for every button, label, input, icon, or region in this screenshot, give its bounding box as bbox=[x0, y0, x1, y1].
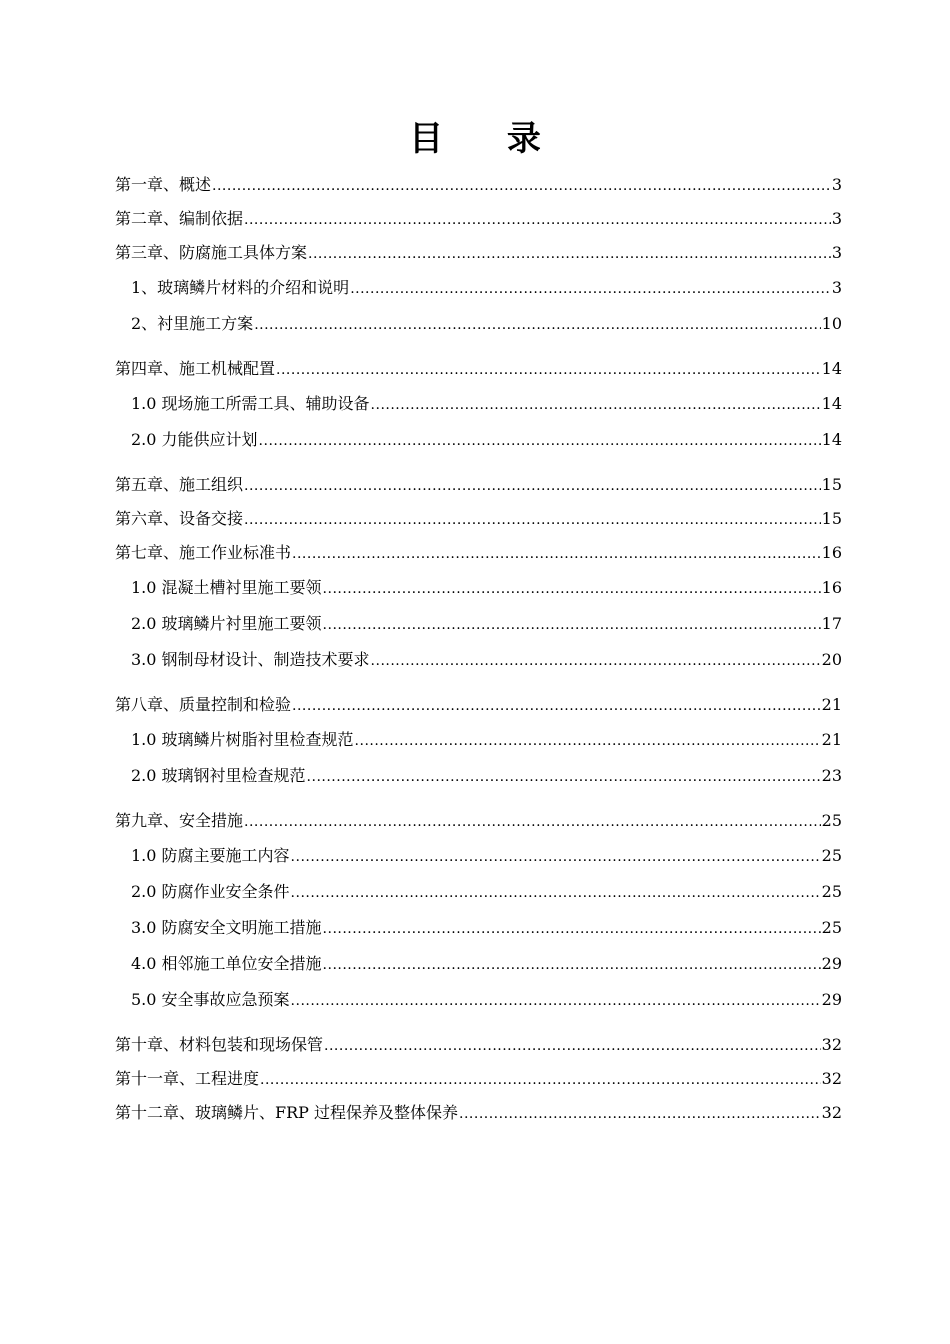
toc-entry-text: 第十一章、工程进度 bbox=[115, 1069, 260, 1088]
toc-entry-text: 第四章、施工机械配置 bbox=[115, 359, 276, 378]
toc-entry-page: 3 bbox=[831, 175, 842, 194]
toc-leader-dots bbox=[260, 1063, 821, 1097]
toc-entry-text: 第十章、材料包装和现场保管 bbox=[115, 1035, 324, 1054]
toc-entry-text: 5.0 安全事故应急预案 bbox=[131, 990, 290, 1009]
toc-leader-dots bbox=[323, 571, 821, 607]
toc-subentry[interactable] bbox=[115, 910, 842, 946]
toc-subentry[interactable] bbox=[115, 758, 842, 794]
toc-entry-page: 14 bbox=[821, 430, 842, 449]
toc-entry[interactable] bbox=[115, 468, 842, 502]
toc-entry-text: 第十二章、玻璃鳞片、FRP 过程保养及整体保养 bbox=[115, 1103, 459, 1122]
toc-subentry[interactable] bbox=[115, 386, 842, 422]
toc-entry-text: 2.0 防腐作业安全条件 bbox=[131, 882, 290, 901]
toc-entry[interactable] bbox=[115, 502, 842, 536]
toc-entry[interactable] bbox=[115, 352, 842, 386]
toc-subentry[interactable] bbox=[115, 642, 842, 678]
toc-entry[interactable] bbox=[115, 804, 842, 838]
toc-subentry[interactable] bbox=[115, 722, 842, 758]
toc-entry-page: 21 bbox=[821, 695, 842, 714]
toc-entry[interactable] bbox=[115, 688, 842, 722]
toc-entry-page: 10 bbox=[821, 314, 842, 333]
toc-entry-text: 第五章、施工组织 bbox=[115, 475, 244, 494]
toc-leader-dots bbox=[308, 237, 831, 271]
toc-entry-text: 1.0 玻璃鳞片树脂衬里检查规范 bbox=[131, 730, 354, 749]
toc-leader-dots bbox=[292, 689, 821, 723]
toc-leader-dots bbox=[323, 911, 821, 947]
toc-entry-page: 25 bbox=[821, 811, 842, 830]
toc-subentry[interactable] bbox=[115, 270, 842, 306]
toc-leader-dots bbox=[355, 723, 821, 759]
toc-subentry[interactable] bbox=[115, 982, 842, 1018]
toc-entry-page: 14 bbox=[821, 359, 842, 378]
toc-leader-dots bbox=[350, 271, 831, 307]
toc-entry-page: 32 bbox=[821, 1069, 842, 1088]
toc-leader-dots bbox=[323, 947, 821, 983]
toc-subentry[interactable] bbox=[115, 306, 842, 342]
toc-entry-page: 15 bbox=[821, 509, 842, 528]
toc-entry-page: 25 bbox=[821, 918, 842, 937]
toc-entry-page: 16 bbox=[821, 578, 842, 597]
toc-entry-page: 14 bbox=[821, 394, 842, 413]
toc-entry-text: 第一章、概述 bbox=[115, 175, 212, 194]
toc-entry-text: 3.0 防腐安全文明施工措施 bbox=[131, 918, 322, 937]
toc-leader-dots bbox=[259, 423, 821, 459]
toc-entry-page: 20 bbox=[821, 650, 842, 669]
toc-entry-text: 第七章、施工作业标准书 bbox=[115, 543, 292, 562]
toc-entry-page: 25 bbox=[821, 882, 842, 901]
toc-entry-text: 3.0 钢制母材设计、制造技术要求 bbox=[131, 650, 370, 669]
toc-entry-page: 32 bbox=[821, 1103, 842, 1122]
toc-entry[interactable] bbox=[115, 1028, 842, 1062]
toc-entry-page: 16 bbox=[821, 543, 842, 562]
toc-entry-page: 29 bbox=[821, 990, 842, 1009]
toc-subentry[interactable] bbox=[115, 874, 842, 910]
toc-entry[interactable] bbox=[115, 202, 842, 236]
toc-leader-dots bbox=[291, 875, 821, 911]
toc-leader-dots bbox=[307, 759, 821, 795]
toc-leader-dots bbox=[254, 307, 820, 343]
toc-leader-dots bbox=[276, 353, 821, 387]
toc-entry[interactable] bbox=[115, 1096, 842, 1130]
toc-entry-text: 第六章、设备交接 bbox=[115, 509, 244, 528]
toc-entry-text: 第八章、质量控制和检验 bbox=[115, 695, 292, 714]
toc-leader-dots bbox=[212, 169, 831, 203]
toc-entry-page: 23 bbox=[821, 766, 842, 785]
toc-entry-page: 3 bbox=[831, 209, 842, 228]
toc-leader-dots bbox=[324, 1029, 821, 1063]
toc-subentry[interactable] bbox=[115, 946, 842, 982]
toc-entry-text: 2、衬里施工方案 bbox=[131, 314, 254, 333]
toc-subentry[interactable] bbox=[115, 606, 842, 642]
toc-entry-page: 3 bbox=[831, 278, 842, 297]
toc-entry-text: 第二章、编制依据 bbox=[115, 209, 244, 228]
toc-entry-text: 1.0 混凝土槽衬里施工要领 bbox=[131, 578, 322, 597]
toc-leader-dots bbox=[323, 607, 821, 643]
toc-entry[interactable] bbox=[115, 168, 842, 202]
toc-entry[interactable] bbox=[115, 1062, 842, 1096]
toc-leader-dots bbox=[459, 1097, 821, 1131]
toc-entry-text: 1、玻璃鳞片材料的介绍和说明 bbox=[131, 278, 350, 297]
toc-leader-dots bbox=[292, 537, 821, 571]
toc-entry-page: 3 bbox=[831, 243, 842, 262]
toc-entry-text: 1.0 防腐主要施工内容 bbox=[131, 846, 290, 865]
toc-subentry[interactable] bbox=[115, 570, 842, 606]
toc-title: 目 录 bbox=[409, 119, 567, 159]
toc-entry[interactable] bbox=[115, 536, 842, 570]
toc-entry-page: 32 bbox=[821, 1035, 842, 1054]
toc-entry-page: 29 bbox=[821, 954, 842, 973]
toc-entry-text: 1.0 现场施工所需工具、辅助设备 bbox=[131, 394, 370, 413]
toc-entry-page: 21 bbox=[821, 730, 842, 749]
toc-entry-text: 第九章、安全措施 bbox=[115, 811, 244, 830]
toc-entry-text: 2.0 玻璃鳞片衬里施工要领 bbox=[131, 614, 322, 633]
toc-entry-text: 4.0 相邻施工单位安全措施 bbox=[131, 954, 322, 973]
toc-entry-text: 2.0 力能供应计划 bbox=[131, 430, 258, 449]
toc-list bbox=[115, 168, 842, 1130]
toc-leader-dots bbox=[244, 805, 821, 839]
toc-leader-dots bbox=[291, 839, 821, 875]
toc-leader-dots bbox=[371, 387, 821, 423]
toc-entry-page: 17 bbox=[821, 614, 842, 633]
toc-leader-dots bbox=[291, 983, 821, 1019]
toc-leader-dots bbox=[244, 503, 821, 537]
toc-entry-text: 2.0 玻璃钢衬里检查规范 bbox=[131, 766, 306, 785]
toc-entry-page: 15 bbox=[821, 475, 842, 494]
toc-leader-dots bbox=[244, 469, 821, 503]
toc-leader-dots bbox=[371, 643, 821, 679]
toc-entry[interactable] bbox=[115, 236, 842, 270]
toc-entry-page: 25 bbox=[821, 846, 842, 865]
toc-subentry[interactable] bbox=[115, 838, 842, 874]
toc-entry-text: 第三章、防腐施工具体方案 bbox=[115, 243, 308, 262]
toc-leader-dots bbox=[244, 203, 831, 237]
toc-subentry[interactable] bbox=[115, 422, 842, 458]
